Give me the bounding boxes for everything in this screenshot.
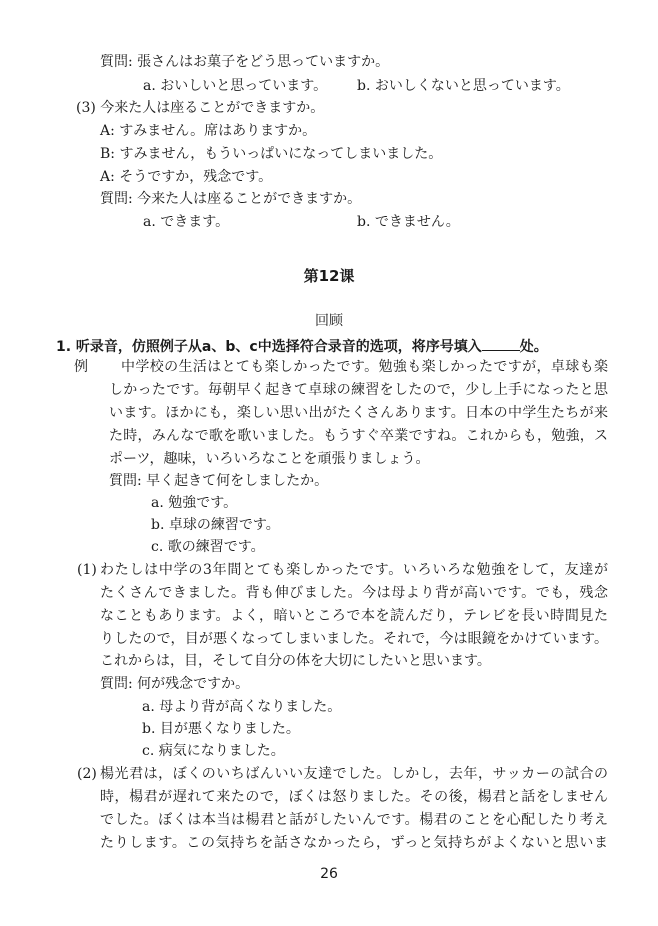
passage-line: なこともあります。よく，暗いところで本を読んだり，テレビを長い時間見た	[100, 608, 608, 624]
option-a: a. おいしいと思っています。	[143, 78, 328, 94]
question-heading: (3) 今来た人は座ることができますか。	[76, 100, 325, 116]
passage-line: 時，楊君が遅れて来たので，ぼくは怒りました。その後，楊君と話をしません	[100, 789, 608, 805]
option-c: c. 歌の練習です。	[151, 539, 265, 555]
dialogue-line: A: そうですか，残念です。	[100, 169, 273, 185]
lesson-title: 第12课	[303, 267, 355, 285]
passage-line: りしたので，目が悪くなってしまいました。それで，今は眼鏡をかけています。	[100, 631, 608, 647]
exercise-instruction	[56, 336, 548, 356]
passage-line: たりします。この気持ちを話さなかったら，ずっと気持ちがよくないと思いま	[100, 835, 608, 851]
passage-line: 楊光君は，ぼくのいちばんいい友達でした。しかし，去年，サッカーの試合の	[100, 766, 608, 782]
instruction-text: 1. 听录音，仿照例子从a、b、c中选择符合录音的选项，将序号填入	[56, 339, 482, 355]
example-line: います。ほかにも，楽しい思い出がたくさんあります。日本の中学生たちが来	[109, 405, 608, 421]
question: 質問: 何が残念ですか。	[100, 676, 250, 692]
passage-line: これからは，目，そして自分の体を大切にしたいと思います。	[100, 653, 491, 669]
option-a: a. 母より背が高くなりました。	[142, 699, 342, 715]
dialogue-line: B: すみません，もういっぱいになってしまいました。	[100, 146, 443, 162]
question: 質問: 今来た人は座ることができますか。	[100, 191, 362, 207]
section-title: 回顾	[315, 313, 343, 329]
option-b: b. できません。	[357, 214, 460, 230]
dialogue-line: A: すみません。席はありますか。	[100, 123, 317, 139]
option-c: c. 病気になりました。	[142, 743, 285, 759]
question: 質問: 早く起きて何をしましたか。	[109, 473, 329, 489]
question-number: (2)	[77, 766, 97, 782]
question-number: (1)	[77, 562, 97, 578]
instruction-end: 处。	[519, 339, 548, 355]
passage-line: でした。ぼくは本当は楊君と話がしたいんです。楊君のことを心配したり考え	[100, 812, 608, 828]
question: 質問: 張さんはお菓子をどう思っていますか。	[100, 54, 390, 70]
answer-blank	[482, 336, 520, 351]
example-line: た時，みんなで歌を歌いました。もうすぐ卒業ですね。これからも，勉強，ス	[109, 428, 608, 444]
example-label: 例	[74, 359, 88, 375]
option-b: b. 卓球の練習です。	[151, 517, 280, 533]
option-b: b. 目が悪くなりました。	[142, 721, 300, 737]
passage-line: たくさんできました。背も伸びました。今は母より背が高いです。でも，残念	[100, 585, 608, 601]
option-b: b. おいしくないと思っています。	[357, 78, 570, 94]
page-number: 26	[320, 866, 338, 882]
option-a: a. できます。	[143, 214, 230, 230]
example-line: ポーツ，趣味，いろいろなことを頑張りましょう。	[109, 451, 430, 467]
example-line: しかったです。毎朝早く起きて卓球の練習をしたので，少し上手になったと思	[109, 382, 608, 398]
passage-line: わたしは中学の3年間とても楽しかったです。いろいろな勉強をして，友達が	[100, 562, 608, 578]
example-line: 中学校の生活はとても楽しかったです。勉強も楽しかったですが，卓球も楽	[121, 359, 608, 375]
option-a: a. 勉強です。	[151, 495, 238, 511]
